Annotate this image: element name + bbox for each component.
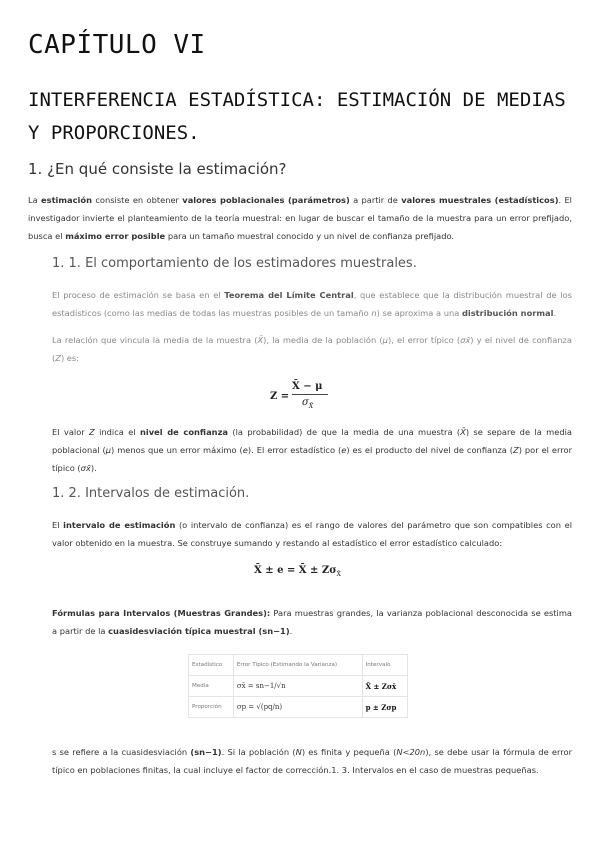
paragraph-finite-population: s se refiere a la cuasidesviación (sn−1). Si la población (N) es finita y pequeña (N<20n), se debe usar la fórmula de error típico en poblaciones finitas, la cual incluye el factor de corrección.1. 3. Intervalos en el caso de muestras pequeñas. bbox=[52, 747, 573, 775]
table-cell: X̄ ± Zσx̄ bbox=[362, 676, 407, 697]
table-cell: Media bbox=[189, 676, 234, 697]
paragraph-relation: La relación que vincula la media de la muestra (X̄), la media de la población (μ), el error típico (σx̄) y el nivel de confianza (Z) es: bbox=[52, 335, 572, 363]
paragraph-large-samples: Fórmulas para Intervalos (Muestras Grandes): Para muestras grandes, la varianza poblacional desconocida se estima a partir de la cuasidesviación típica muestral (sn−1). bbox=[52, 608, 572, 636]
interval-formula: X̄ ± e = X̄ ± $Z\sigma_{X̄}$ bbox=[254, 565, 341, 578]
table-cell: p ± Zσp bbox=[362, 697, 407, 718]
section-heading-1-2: 1. 2. Intervalos de estimación. bbox=[52, 486, 250, 501]
chapter-subtitle: INTERFERENCIA ESTADÍSTICA: ESTIMACIÓN DE MEDIAS Y PROPORCIONES. bbox=[28, 89, 566, 144]
formula-lhs: Z = bbox=[270, 391, 290, 402]
paragraph-z-meaning: El valor Z indica el nivel de confianza (la probabilidad) de que la media de una muestra (X̄) se separe de la media poblacional (μ) menos que un error máximo (e). El error estadístico (e) es el producto del nivel de confianza (Z) por el error típico (σx̄). bbox=[52, 427, 573, 473]
paragraph-estimation: La estimación consiste en obtener valores poblacionales (parámetros) a partir de valores muestrales (estadísticos). El investigador invierte el planteamiento de la teoría muestral: en lugar de buscar el tamaño de la muestra para un error prefijado, busca el máximo error posible para un tamaño muestral conocido y un nivel de confianza prefijado. bbox=[28, 195, 572, 241]
table-row bbox=[189, 697, 408, 718]
table-header-cell: Error Típico (Estimando la Varianza) bbox=[233, 655, 362, 676]
chapter-title: CAPÍTULO VI bbox=[28, 30, 206, 60]
paragraph-central-limit: El proceso de estimación se basa en el Teorema del Límite Central, que establece que la distribución muestral de los estadísticos (como las medias de todas las muestras posibles de un tamaño n) se aproxima a una distribución normal. bbox=[52, 290, 572, 318]
table-cell: σp = √(pq/n) bbox=[233, 697, 362, 718]
table-header-row bbox=[189, 655, 408, 676]
section-heading-1-1: 1. 1. El comportamiento de los estimadores muestrales. bbox=[52, 256, 417, 271]
table-header-cell: Estadístico bbox=[189, 655, 234, 676]
z-score-formula bbox=[262, 380, 362, 416]
table-header-cell: Intervalo bbox=[362, 655, 407, 676]
paragraph-interval: El intervalo de estimación (o intervalo de confianza) es el rango de valores del parámetro que son compatibles con el valor obtenido en la muestra. Se construye sumando y restando al estadístico el error estadístico calculado: bbox=[52, 520, 573, 548]
table-row bbox=[189, 676, 408, 697]
interval-formulas-table bbox=[188, 654, 408, 718]
section-heading-1: 1. ¿En qué consiste la estimación? bbox=[28, 160, 287, 178]
fraction-bar bbox=[292, 394, 328, 395]
formula-denominator: $\sigma_{X̄}$ bbox=[302, 397, 314, 410]
table-cell: σx̄ = sn−1/√n bbox=[233, 676, 362, 697]
formula-numerator: X̄ − μ bbox=[292, 381, 323, 392]
table-cell: Proporción bbox=[189, 697, 234, 718]
